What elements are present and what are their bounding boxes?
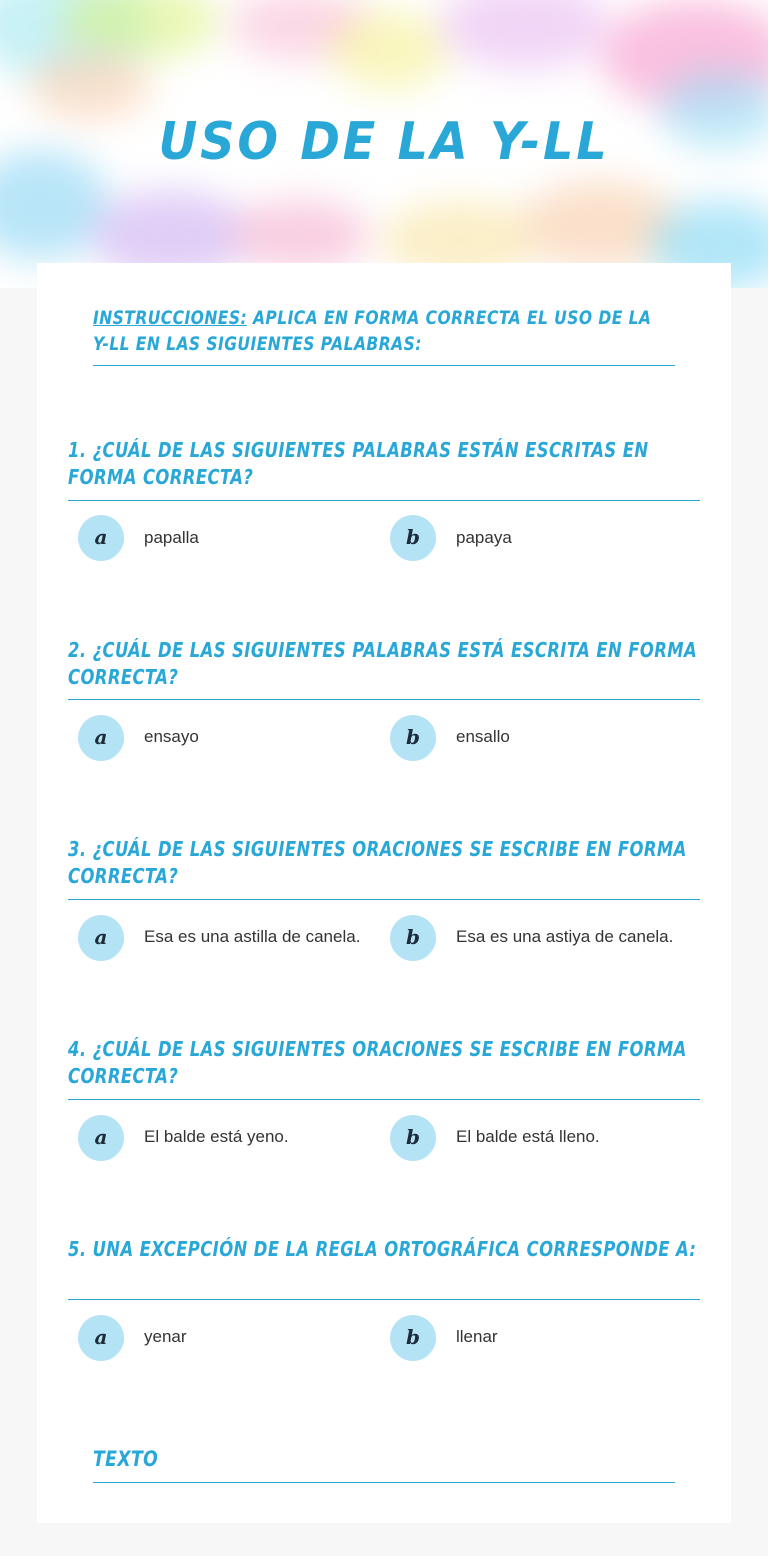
text-field-underline[interactable] (93, 1482, 675, 1483)
question-4-option-a-badge[interactable]: a (78, 1115, 124, 1161)
question-3-option-b-text[interactable]: Esa es una astiya de canela. (456, 927, 674, 946)
watercolor-header (0, 0, 768, 288)
question-1-option-b-text[interactable]: papaya (456, 528, 512, 547)
question-2-option-b-badge[interactable]: b (390, 715, 436, 761)
worksheet-card (37, 263, 731, 1523)
instructions (93, 305, 673, 357)
text-field-label: TEXTO (93, 1447, 159, 1471)
question-4-option-b-text[interactable]: El balde está lleno. (456, 1127, 600, 1146)
question-1-option-a-badge[interactable]: a (78, 515, 124, 561)
question-2-option-a-text[interactable]: ensayo (144, 727, 199, 746)
question-1-divider (68, 500, 700, 501)
question-4-divider (68, 1099, 700, 1100)
question-5-option-a-badge[interactable]: a (78, 1315, 124, 1361)
question-4-text: 4. ¿CUÁL DE LAS SIGUIENTES ORACIONES SE ESCRIBE EN FORMA CORRECTA? (68, 1037, 687, 1088)
question-1-option-b-badge[interactable]: b (390, 515, 436, 561)
question-1-option-a-text[interactable]: papalla (144, 528, 199, 547)
question-1-text: 1. ¿CUÁL DE LAS SIGUIENTES PALABRAS ESTÁN ESCRITAS EN FORMA CORRECTA? (68, 438, 649, 489)
question-5-text: 5. UNA EXCEPCIÓN DE LA REGLA ORTOGRÁFICA CORRESPONDE A: (68, 1237, 697, 1261)
question-4-option-a-text[interactable]: El balde está yeno. (144, 1127, 289, 1146)
question-5-option-b-text[interactable]: llenar (456, 1327, 498, 1346)
question-2-option-b-text[interactable]: ensallo (456, 727, 510, 746)
question-2-divider (68, 699, 700, 700)
instructions-label: INSTRUCCIONES: (93, 307, 248, 329)
question-5-divider (68, 1299, 700, 1300)
instructions-divider (93, 365, 675, 366)
question-2-option-a-badge[interactable]: a (78, 715, 124, 761)
question-3-option-b-badge[interactable]: b (390, 915, 436, 961)
question-3-option-a-text[interactable]: Esa es una astilla de canela. (144, 927, 361, 946)
question-4-option-b-badge[interactable]: b (390, 1115, 436, 1161)
question-3-option-a-badge[interactable]: a (78, 915, 124, 961)
question-3-divider (68, 899, 700, 900)
question-2-text: 2. ¿CUÁL DE LAS SIGUIENTES PALABRAS ESTÁ ESCRITA EN FORMA CORRECTA? (68, 638, 698, 689)
question-5-option-b-badge[interactable]: b (390, 1315, 436, 1361)
instructions-text: APLICA EN FORMA CORRECTA EL USO DE LA Y-LL EN LAS SIGUIENTES PALABRAS: (93, 307, 652, 355)
question-5-option-a-text[interactable]: yenar (144, 1327, 187, 1346)
question-3-text: 3. ¿CUÁL DE LAS SIGUIENTES ORACIONES SE ESCRIBE EN FORMA CORRECTA? (68, 837, 687, 888)
page-title: USO DE LA Y-LL (158, 112, 610, 172)
